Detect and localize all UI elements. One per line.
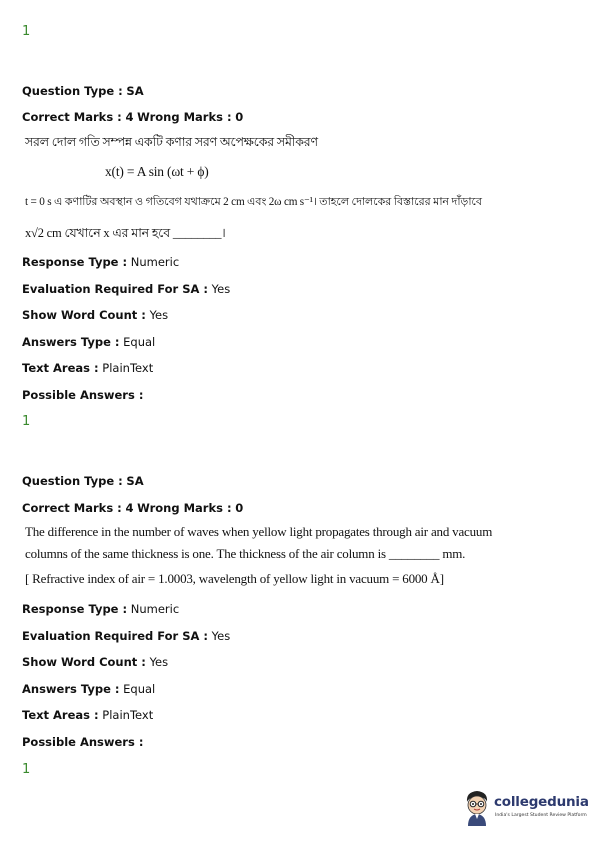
q2-text-line-2: columns of the same thickness is one. The thickness of the air column is ________ mm.	[25, 546, 466, 561]
brand-name: collegedunia	[494, 794, 589, 810]
q1-text-line-1: সরল দোল গতি সম্পন্ন একটি কণার সরণ অপেক্ষকের সমীকরণ	[25, 135, 318, 149]
q2-possible-answers-label: Possible Answers :	[22, 735, 144, 749]
q1-show-word-count: Show Word Count : Yes	[22, 308, 169, 322]
q2-possible-answer-value: 1	[22, 762, 31, 777]
q1-text-areas: Text Areas : PlainText	[22, 361, 154, 375]
q1-evaluation-required: Evaluation Required For SA : Yes	[22, 282, 231, 296]
q2-evaluation-required: Evaluation Required For SA : Yes	[22, 629, 231, 643]
q2-marks: Correct Marks : 4 Wrong Marks : 0	[22, 501, 244, 515]
q1-answers-type: Answers Type : Equal	[22, 335, 156, 349]
previous-answer-value: 1	[22, 24, 31, 39]
q1-text-line-4: x√2 cm যেখানে x এর মান হবে ________।	[25, 226, 226, 240]
student-mascot-icon	[462, 788, 492, 828]
q2-show-word-count: Show Word Count : Yes	[22, 655, 169, 669]
q2-text-line-3: [ Refractive index of air = 1.0003, wavelength of yellow light in vacuum = 6000 Å]	[25, 571, 444, 586]
q2-question-type: Question Type : SA	[22, 474, 144, 488]
q1-equation: x(t) = A sin (ωt + ϕ)	[105, 164, 209, 179]
q2-answers-type: Answers Type : Equal	[22, 682, 156, 696]
q2-response-type: Response Type : Numeric	[22, 602, 180, 616]
q1-question-type: Question Type : SA	[22, 84, 144, 98]
q1-possible-answers-label: Possible Answers :	[22, 388, 144, 402]
q2-text-areas: Text Areas : PlainText	[22, 708, 154, 722]
collegedunia-logo[interactable]	[462, 788, 587, 828]
q1-response-type: Response Type : Numeric	[22, 255, 180, 269]
q1-marks: Correct Marks : 4 Wrong Marks : 0	[22, 110, 244, 124]
q1-text-line-3: t = 0 s এ কণাটির অবস্থান ও গতিবেগ যথাক্রমে 2 cm এবং 2ω cm s⁻¹। তাহলে দোলকের বিস্তারের মান দাঁড়াবে	[25, 196, 482, 208]
q2-text-line-1: The difference in the number of waves when yellow light propagates through air and vacuum	[25, 524, 493, 539]
q1-possible-answer-value: 1	[22, 414, 31, 429]
brand-tagline: India's Largest Student Review Platform	[495, 813, 587, 818]
